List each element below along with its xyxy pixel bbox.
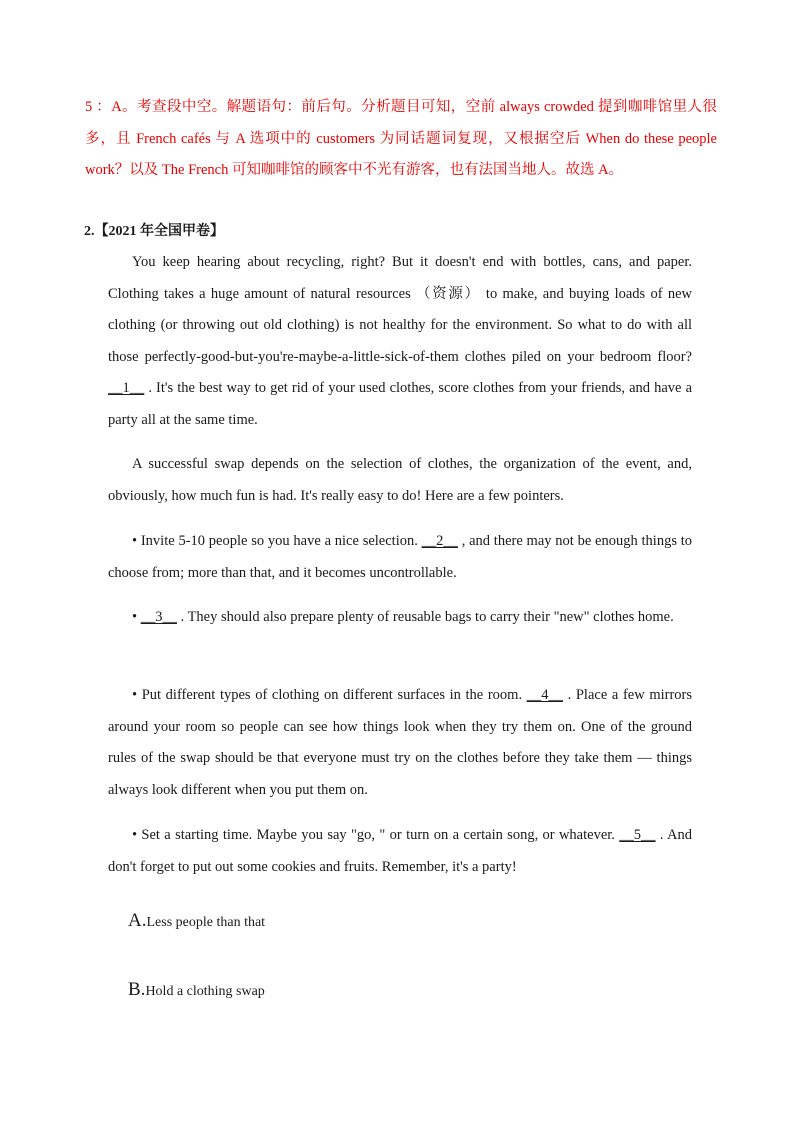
blank-1: __1__	[108, 380, 145, 396]
blank-4: __4__	[526, 687, 563, 703]
passage-paragraph-2: A successful swap depends on the selection of clothes, the organization of the event, and, obviously, how much fun is had. It's really easy to do! Here are a few pointers.	[108, 456, 692, 504]
option-a	[128, 910, 265, 932]
paragraph-6-text-b: . And don't forget to put out some cookies and fruits. Remember, it's a party!	[108, 827, 693, 875]
paragraph-4-text-b: . They should also prepare plenty of reusable bags to carry their "new" clothes home.	[180, 609, 674, 625]
passage-paragraph-5	[108, 680, 692, 806]
paragraph-1-text-a: You keep hearing about recycling, right? But it doesn't end with bottles, cans, and paper. Clothing takes a huge amount of natural resources （资源） to make, and buying loads of new clothing (or throwing out old clothing) is not healthy for the environment. So what to do with all those perfectly-good-but-you're-maybe-a-little-sick-of-them clothes piled on your bedroom floor?	[108, 254, 692, 365]
paragraph-3-text-b: , and there may not be enough things to choose from; more than that, and it becomes uncontrollable.	[108, 533, 693, 581]
paragraph-5-text-b: . Place a few mirrors around your room so people can see how things look when they try them on. One of the ground rules of the swap should be that everyone must try on the clothes before they take them — things always look different when you put them on.	[108, 687, 693, 798]
paragraph-5-text-a: • Put different types of clothing on different surfaces in the room.	[132, 687, 523, 703]
passage-paragraph-3	[108, 526, 692, 589]
option-a-text: Less people than that	[146, 915, 266, 930]
passage-paragraph-1	[108, 247, 692, 436]
blank-5: __5__	[619, 827, 656, 843]
option-b	[128, 979, 265, 1001]
option-b-text: Hold a clothing swap	[145, 984, 265, 999]
paragraph-6-text-a: • Set a starting time. Maybe you say "go, " or turn on a certain song, or whatever.	[132, 827, 615, 843]
passage-paragraph-4	[108, 602, 692, 634]
blank-3: __3__	[140, 609, 177, 625]
passage-paragraph-6	[108, 820, 692, 883]
option-a-letter: A.	[128, 910, 147, 931]
answer-explanation: 5 ：A。考查段中空。解题语句：前后句。分析题目可知，空前 always crowded 提到咖啡馆里人很多，且 French cafés 与 A 选项中的 customers 为同话题词复现，又根据空后 When do these people work？以及 The French 可知咖啡馆的顾客中不光有游客，也有法国当地人。故选 A。	[85, 99, 717, 178]
paragraph-3-text-a: • Invite 5-10 people so you have a nice selection.	[132, 533, 418, 549]
option-b-letter: B.	[128, 979, 146, 1000]
paragraph-1-text-b: . It's the best way to get rid of your used clothes, score clothes from your friends, and have a party all at the same time.	[108, 380, 693, 428]
blank-2: __2__	[421, 533, 458, 549]
section-heading: 2.【2021 年全国甲卷】	[84, 224, 224, 239]
paragraph-4-text-a: •	[132, 609, 138, 625]
